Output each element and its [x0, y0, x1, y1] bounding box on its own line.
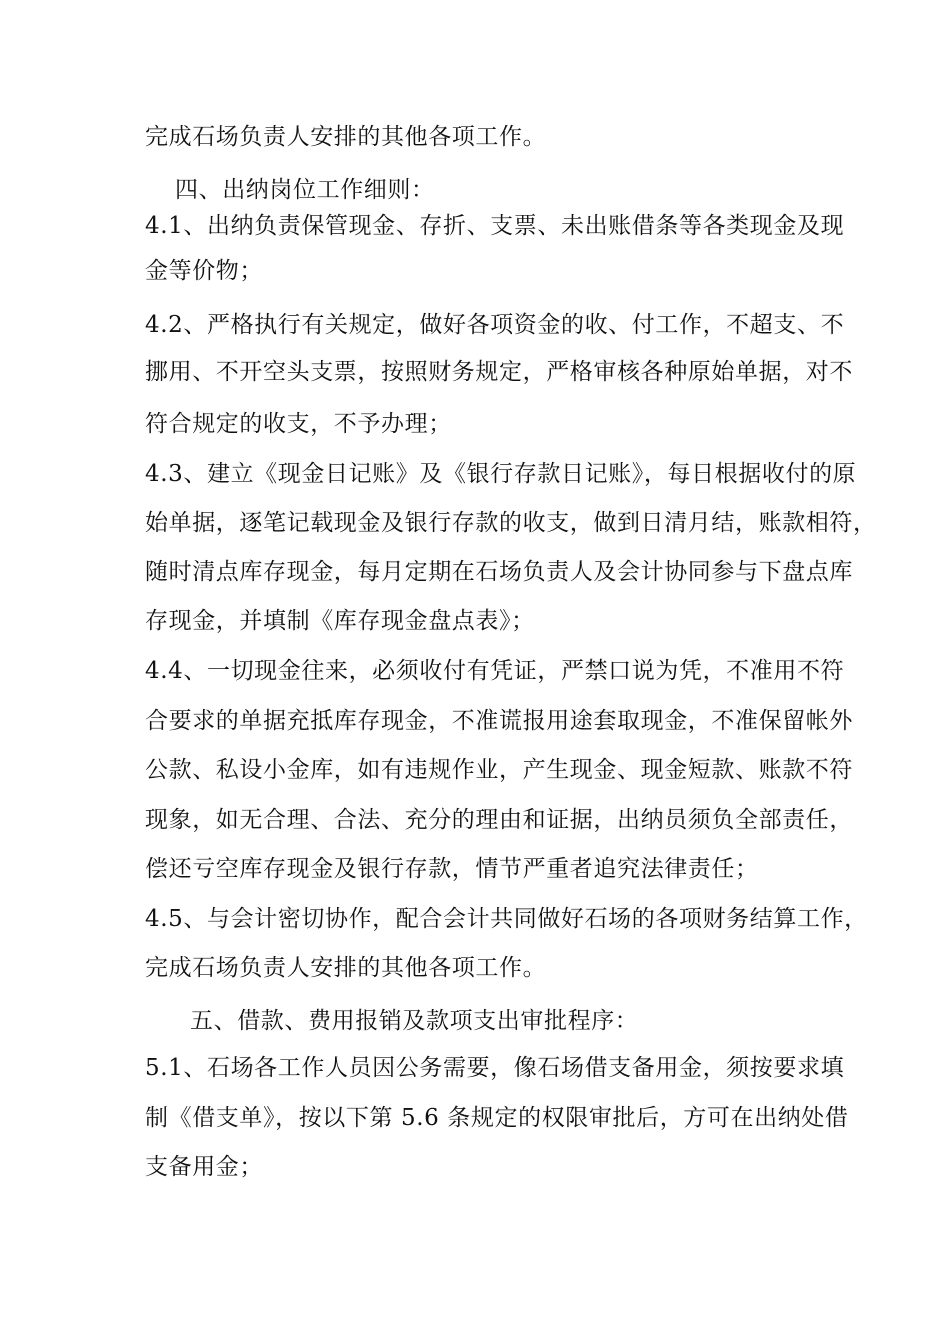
section-heading-4: 四、出纳岗位工作细则： [175, 177, 435, 203]
text-line-15: 现象，如无合理、合法、充分的理由和证据，出纳员须负全部责任， [145, 807, 853, 833]
text-line-3: 4.1、出纳负责保管现金、存折、支票、未出账借条等各类现金及现 [145, 213, 845, 239]
text-line-10: 随时清点库存现金，每月定期在石场负责人及会计协同参与下盘点库 [145, 559, 853, 585]
text-line-18: 完成石场负责人安排的其他各项工作。 [145, 955, 547, 981]
text-line-8: 4.3、建立《现金日记账》及《银行存款日记账》，每日根据收付的原 [145, 461, 857, 487]
text-line-5: 4.2、严格执行有关规定，做好各项资金的收、付工作，不超支、不 [145, 312, 845, 338]
text-line-12: 4.4、一切现金往来，必须收付有凭证，严禁口说为凭，不准用不符 [145, 658, 845, 684]
section-heading-5: 五、借款、费用报销及款项支出审批程序： [190, 1008, 639, 1034]
text-line-6: 挪用、不开空头支票，按照财务规定，严格审核各种原始单据，对不 [145, 359, 853, 385]
text-line-22: 支备用金； [145, 1154, 263, 1180]
text-line-21: 制《借支单》，按以下第 5.6 条规定的权限审批后，方可在出纳处借 [145, 1105, 849, 1131]
text-line-17: 4.5、与会计密切协作，配合会计共同做好石场的各项财务结算工作， [145, 906, 868, 932]
text-line-9: 始单据，逐笔记载现金及银行存款的收支，做到日清月结，账款相符， [145, 510, 877, 536]
text-line-16: 偿还亏空库存现金及银行存款，情节严重者追究法律责任； [145, 856, 759, 882]
text-line-11: 存现金，并填制《库存现金盘点表》； [145, 608, 535, 634]
text-line-1: 完成石场负责人安排的其他各项工作。 [145, 124, 547, 150]
text-line-13: 合要求的单据充抵库存现金，不准谎报用途套取现金，不准保留帐外 [145, 708, 853, 734]
text-line-4: 金等价物； [145, 258, 263, 284]
text-line-20: 5.1、石场各工作人员因公务需要，像石场借支备用金，须按要求填 [145, 1055, 845, 1081]
text-line-7: 符合规定的收支，不予办理； [145, 411, 452, 437]
text-line-14: 公款、私设小金库，如有违规作业，产生现金、现金短款、账款不符 [145, 757, 853, 783]
